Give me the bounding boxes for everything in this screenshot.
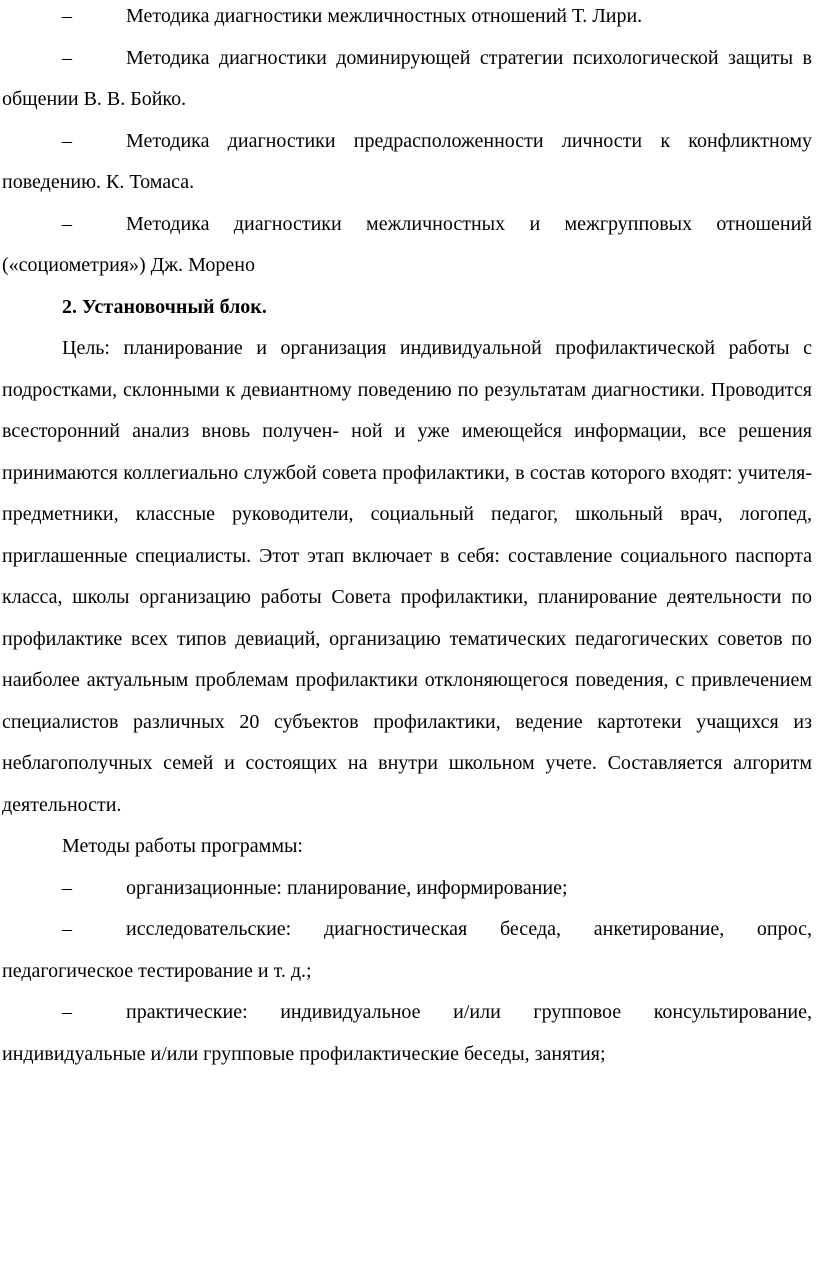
list-item-text: Методика диагностики межличностных и межгрупповых отношений («социометрия») Дж. Морено: [2, 212, 812, 276]
list-item: [2, 992, 812, 1075]
list-item: [2, 121, 812, 204]
diagnostic-methods-list: [2, 0, 812, 287]
list-item-text: Методика диагностики предрасположенности личности к конфликтному поведению. К. Томаса.: [2, 129, 812, 193]
methods-intro: Методы работы программы:: [62, 835, 303, 857]
list-item: [2, 204, 812, 287]
program-methods-list: [2, 868, 812, 1076]
list-item: [2, 38, 812, 121]
dash-marker: –: [62, 918, 72, 940]
dash-marker: –: [62, 212, 72, 235]
dash-marker: –: [62, 129, 72, 152]
list-item: [2, 0, 812, 38]
list-item-text: исследовательские: диагностическая беседа, анкетирование, опрос, педагогическое тестирование и т. д.;: [2, 918, 812, 982]
list-item-text: Методика диагностики доминирующей стратегии психологической защиты в общении В. В. Бойко.: [2, 46, 812, 110]
list-item: [2, 909, 812, 992]
list-item-text: Методика диагностики межличностных отношений Т. Лири.: [126, 5, 643, 27]
list-item-text: практические: индивидуальное и/или групповое консультирование, индивидуальные и/или групповые профилактические беседы, занятия;: [2, 1001, 812, 1065]
dash-marker: –: [62, 1001, 72, 1023]
goal-paragraph: Цель: планирование и организация индивидуальной профилактической работы с подростками, склонными к девиантному поведению по результатам диагностики. Проводится всесторонний анализ вновь получен- ной и уже имеющейся информации, все решения принимаются коллегиально службой совета профилактики, в состав которого входят: учителя- предметники, классные руководители, социальный педагог, школьный врач, логопед, приглашенные специалисты. Этот этап включает в себя: составление социального паспорта класса, школы организацию работы Совета профилактики, планирование деятельности по профилактике всех типов девиаций, организацию тематических педагогических советов по наиболее актуальным проблемам профилактики отклоняющегося поведения, с привлечением специалистов различных 20 субъектов профилактики, ведение картотеки учащихся из неблагополучных семей и состоящих на внутри школьном учете. Составляется алгоритм деятельности.: [2, 337, 812, 816]
dash-marker: –: [62, 876, 72, 899]
list-item: [2, 868, 812, 910]
section-heading: 2. Установочный блок.: [62, 295, 267, 318]
list-item-text: организационные: планирование, информирование;: [126, 876, 568, 899]
dash-marker: –: [62, 46, 72, 69]
dash-marker: –: [62, 5, 72, 27]
